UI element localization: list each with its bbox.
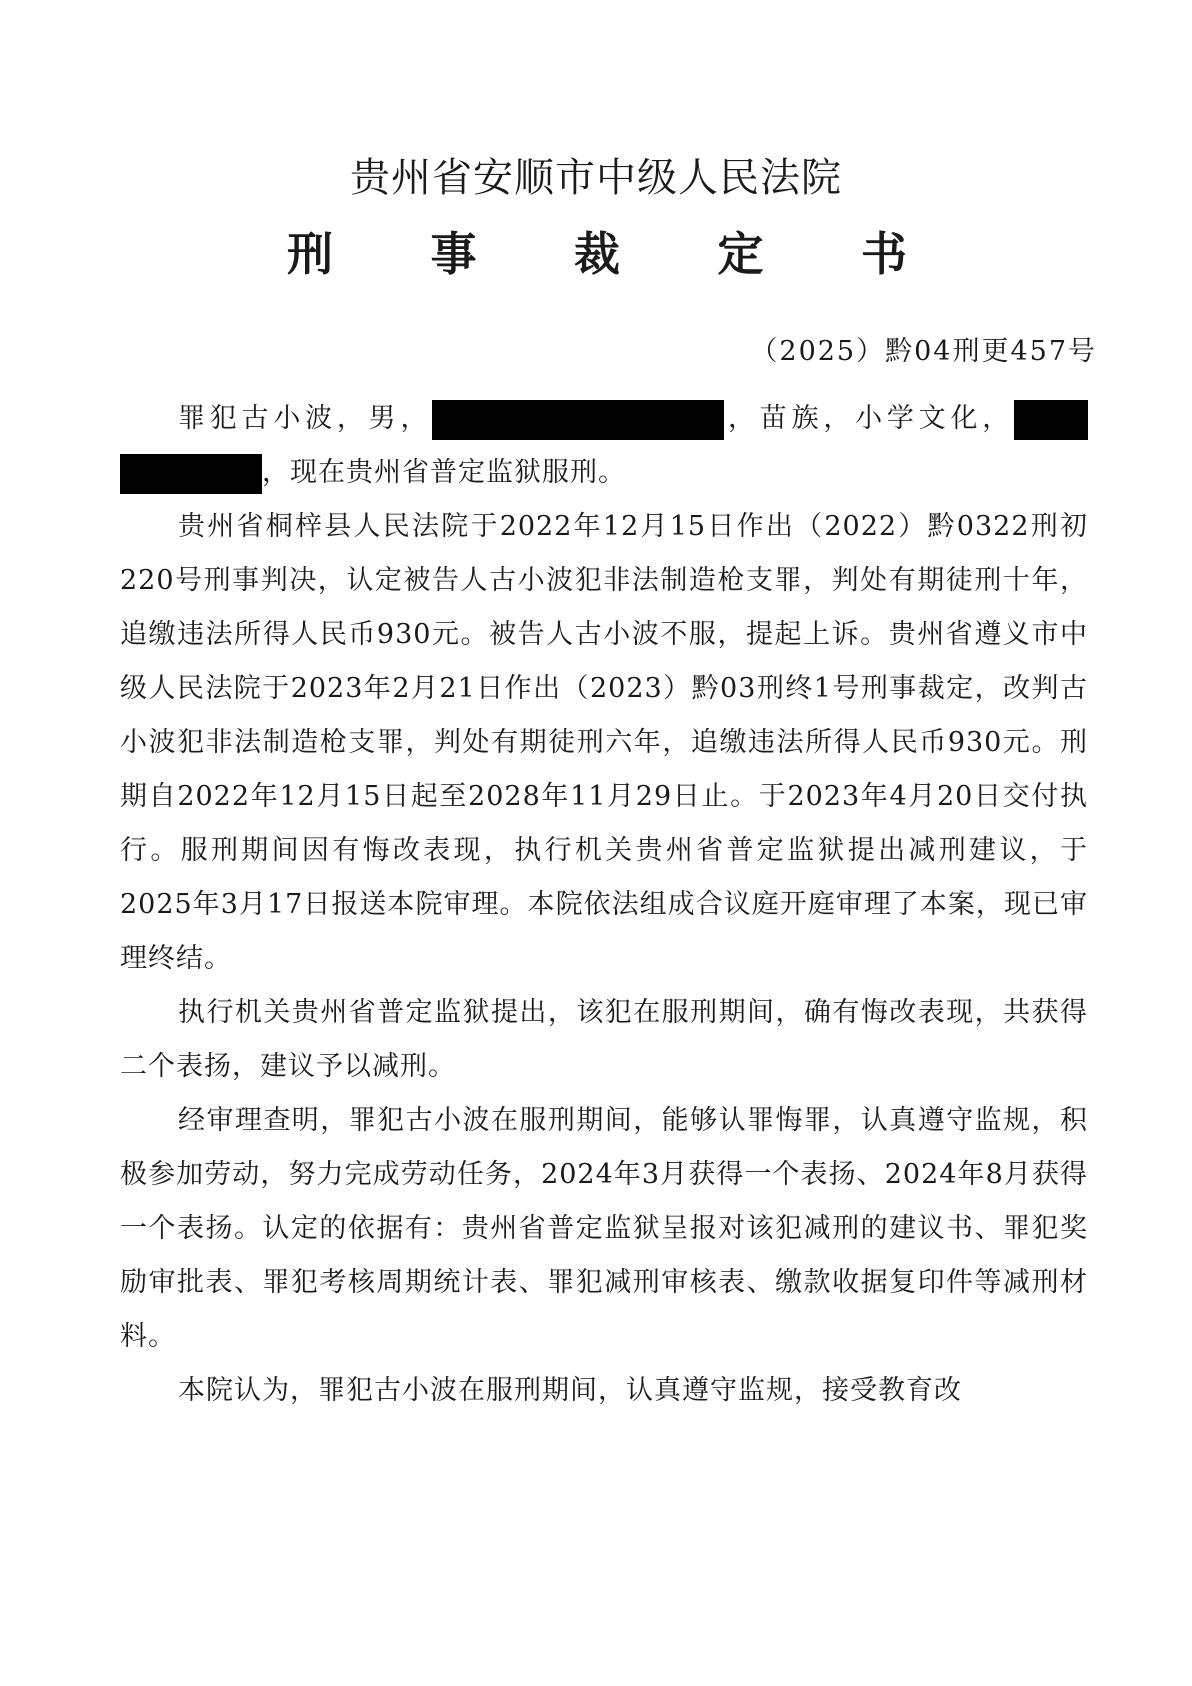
paragraph-defendant-info [120,392,1088,500]
case-number: （2025）黔04刑更457号 [750,336,1097,367]
redaction-block [1014,400,1088,440]
document-body [120,392,1088,1418]
court-name: 贵州省安顺市中级人民法院 [350,155,842,201]
paragraph-findings: 经审理查明，罪犯古小波在服刑期间，能够认罪悔罪，认真遵守监规，积极参加劳动，努力完成劳动任务，2024年3月获得一个表扬、2024年8月获得一个表扬。认定的依据有：贵州省普定监狱呈报对该犯减刑的建议书、罪犯奖励审批表、罪犯考核周期统计表、罪犯减刑审核表、缴款收据复印件等减刑材料。 [120,1105,1088,1352]
title-char: 书 [861,227,907,281]
title-char: 事 [430,227,477,281]
redaction-block [120,454,262,494]
redaction-block [432,400,724,440]
paragraph-court-opinion: 本院认为，罪犯古小波在服刑期间，认真遵守监规，接受教育改 [178,1375,962,1406]
title-char: 刑 [287,227,333,281]
title-char: 定 [717,227,764,281]
defendant-info-text: ，苗族，小学文化， [724,403,1015,434]
defendant-info-text: 罪犯古小波，男， [178,403,433,434]
document-title [287,222,907,286]
title-char: 裁 [574,227,620,281]
defendant-info-text: ，现在贵州省普定监狱服刑。 [262,457,626,488]
paragraph-case-history: 贵州省桐梓县人民法院于2022年12月15日作出（2022）黔0322刑初220号刑事判决，认定被告人古小波犯非法制造枪支罪，判处有期徒刑十年，追缴违法所得人民币930元。被告人古小波不服，提起上诉。贵州省遵义市中级人民法院于2023年2月21日作出（2023）黔03刑终1号刑事裁定，改判古小波犯非法制造枪支罪，判处有期徒刑六年，追缴违法所得人民币930元。刑期自2022年12月15日起至2028年11月29日止。于2023年4月20日交付执行。服刑期间因有悔改表现，执行机关贵州省普定监狱提出减刑建议，于2025年3月17日报送本院审理。本院依法组成合议庭开庭审理了本案，现已审理终结。 [120,511,1088,974]
paragraph-prison-proposal: 执行机关贵州省普定监狱提出，该犯在服刑期间，确有悔改表现，共获得二个表扬，建议予以减刑。 [120,997,1088,1082]
